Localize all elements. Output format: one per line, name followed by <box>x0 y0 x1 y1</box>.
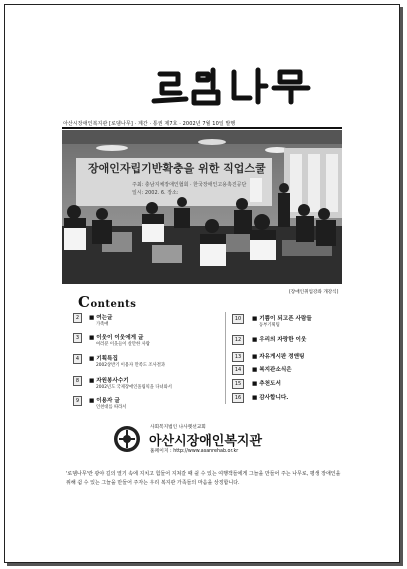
photo-banner-line2: 일시: 2002. 6. 장소: <box>132 190 179 196</box>
toc-item-title: ■ 이웃이 이웃에게 글 <box>89 335 144 341</box>
contents-heading-initial: C <box>78 293 91 311</box>
photo-banner: 장애인자립기반확충을 위한 직업스쿨 <box>88 162 266 175</box>
toc-page-number: 10 <box>232 314 244 324</box>
contents-heading <box>78 293 136 311</box>
organization-parent: 사회복지법인 나사렛선교회 <box>150 425 206 430</box>
toc-item-title: ■ 기획특집 <box>89 356 118 362</box>
toc-item-subtitle: 인천대를 따라서 <box>96 405 127 410</box>
toc-item-title: ■ 감사합니다. <box>252 395 289 401</box>
photo-banner-line1: 주최: 충남지체장애인협회 · 한국장애인고용촉진공단 <box>132 182 247 188</box>
toc-page-number: 9 <box>73 396 82 406</box>
organization-homepage[interactable]: 홈페이지 : http://www.asanrehab.or.kr <box>150 449 239 454</box>
photo-caption: [장애인취업강좌 개강식] <box>289 290 339 295</box>
toc-item-title: ■ 우리의 자랑한 이웃 <box>252 337 307 343</box>
toc-item-subtitle: 여러분 이웃들이 살만한 사람 <box>96 342 150 347</box>
toc-page-number: 14 <box>232 365 244 375</box>
masthead-logo <box>150 66 330 106</box>
toc-item-title: ■ 여는글 <box>89 315 113 321</box>
toc-item-title: ■ 복지관소식은 <box>252 367 292 373</box>
toc-item-title: ■ 기쁨이 되고픈 사람들 <box>252 316 312 322</box>
contents-heading-rest: ontents <box>90 299 137 310</box>
cover-photo <box>62 130 342 284</box>
organization-emblem-icon <box>113 425 141 453</box>
toc-item-title: ■ 이용자 글 <box>89 398 120 404</box>
toc-item-title: ■ 자유게시판 정앤팅 <box>252 354 305 360</box>
toc-page-number: 2 <box>73 313 82 323</box>
toc-page-number: 3 <box>73 333 82 343</box>
toc-page-number: 15 <box>232 379 244 389</box>
toc-item-subtitle: 가족애 <box>96 322 109 327</box>
toc-column-divider <box>225 312 226 404</box>
masthead-description: '로뎀나무'란 광야 길의 열기 속에 지치고 힘들어 지쳐갈 때 쉴 수 있는 여행객들에게 그늘을 만들어 주는 나무로, 평생 장애인을 위해 쉼 수 있는 그늘을 만들어 주자는 우리 복지관 가족들의 마음을 상징합니다. <box>66 471 341 486</box>
toc-page-number: 4 <box>73 354 82 364</box>
toc-page-number: 13 <box>232 352 244 362</box>
toc-page-number: 16 <box>232 393 244 403</box>
toc-page-number: 8 <box>73 376 82 386</box>
toc-item-subtitle: 2002상반기 이용자 만족도 조사결과 <box>96 363 165 368</box>
divider-rule <box>62 127 342 129</box>
issue-meta: 아산시장애인복지관 [로뎀나무] · 계간 · 통권 제7호 · 2002년 7월 10일 발행 <box>63 121 236 127</box>
organization-name: 아산시장애인복지관 <box>149 434 263 449</box>
toc-page-number: 12 <box>232 335 244 345</box>
toc-item-subtitle: 동부기획팀 <box>259 323 280 328</box>
toc-item-title: ■ 추천도서 <box>252 381 281 387</box>
toc-item-subtitle: 2002년도 국제장애인올림픽을 다녀와서 <box>96 385 172 390</box>
toc-item-title: ■ 자원봉사수기 <box>89 378 129 384</box>
